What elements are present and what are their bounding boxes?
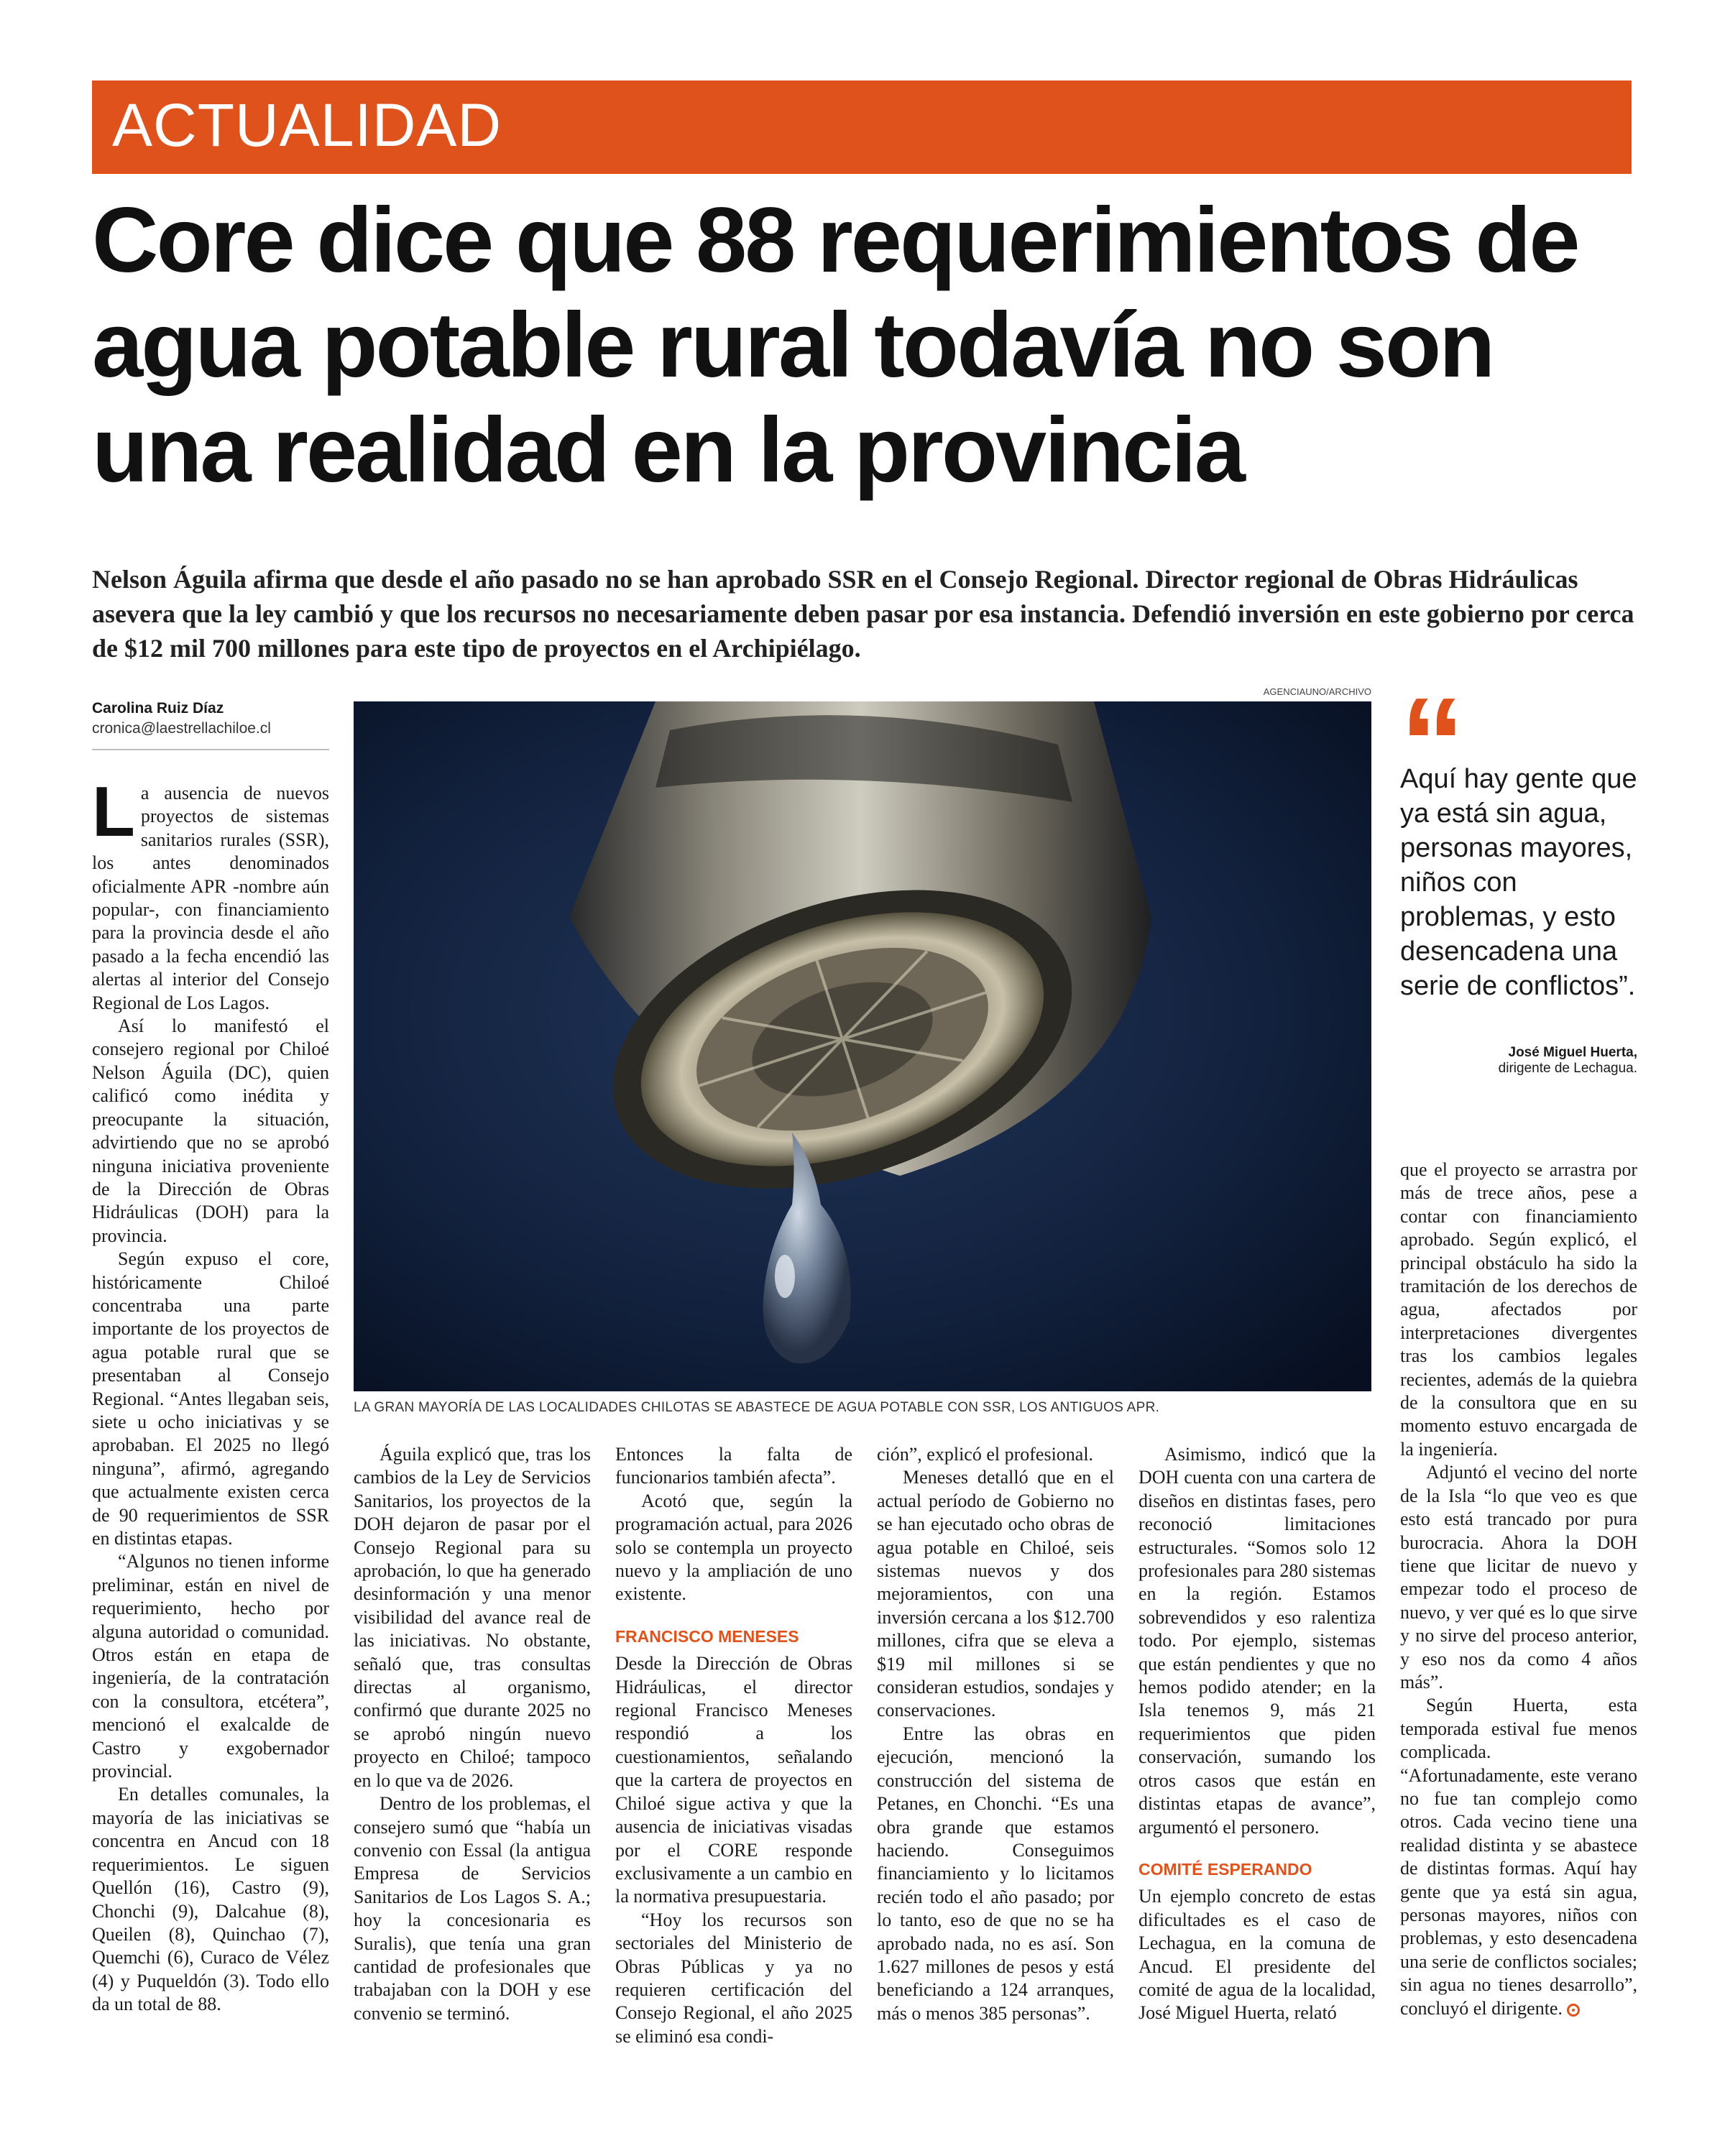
article-paragraph: Meneses detalló que en el actual período de Gobierno no se han ejecutado ocho obras de agua potable en Chiloé, seis sistemas nuevos y dos mejoramientos, con una inversión cercana a los $12.700 millones, cifra que se eleva a $19 mil millones si se consideran estudios, sondajes y conservaciones. [877, 1467, 1114, 1721]
faucet-photo [354, 701, 1371, 1391]
article-paragraph: Adjuntó el vecino del norte de la Isla “lo que veo es que esto está trancado por pura burocracia. Ahora la DOH tiene que licitar de nuevo y empezar todo el proceso de nuevo, y ver qué es lo que sirve y no sirve del proceso anterior, y eso nos da como 4 años más”. [1400, 1462, 1637, 1692]
photo-caption: LA GRAN MAYORÍA DE LAS LOCALIDADES CHILOTAS SE ABASTECE DE AGUA POTABLE CON SSR, LOS ANTIGUOS APR. [354, 1400, 1160, 1415]
article-paragraph: Acotó que, según la programación actual, para 2026 solo se contempla un proyecto nuevo y la ampliación de uno existente. [615, 1490, 852, 1605]
article-paragraph: Según expuso el core, históricamente Chiloé concentraba una parte importante de los proyectos de agua potable rural que se presentaban al Consejo Regional. “Antes llegaban seis, siete u ocho iniciativas y se aprobaban. El 2025 no llegó ninguna”, afirmó, agregando que actualmente existen cerca de 90 requerimientos de SSR en distintas etapas. [92, 1248, 329, 1549]
article-paragraph: Asimismo, indicó que la DOH cuenta con una cartera de diseños en distintas fases, pero reconoció limitaciones estructurales. “Somos solo 12 profesionales para 280 sistemas en la región. Estamos sobrevendidos y eso ralentiza todo. Por ejemplo, sistemas que están pendientes y que no hemos podido atender; en la Isla tenemos 9, más 21 requerimientos que piden conservación, sumando los otros casos que están en distintas etapas de avance”, argumentó el personero. [1138, 1444, 1376, 1838]
drop-cap: L [92, 772, 135, 851]
article-paragraph: Entre las obras en ejecución, mencionó la construcción del sistema de Petanes, en Chonchi. “Es una obra grande que estamos haciendo. Conseguimos financiamiento y lo licitamos recién todo el año pasado; por lo tanto, eso de que no se ha aprobado nada, no es así. Son 1.627 millones de pesos y está beneficiando a 124 arranques, más o menos 385 personas”. [877, 1723, 1114, 2024]
photo-credit: AGENCIAUNO/ARCHIVO [1263, 686, 1371, 697]
article-column-3 [615, 1443, 852, 2048]
paragraph-text: Según Huerta, esta temporada estival fue menos complicada. “Afortunadamente, este verano no fue tan complejo como otros. Cada vecino tiene una realidad distinta y se abastece de distintas formas. Aquí hay gente que ya está sin agua, personas mayores, niños con problemas, y esto desencadena una serie de conflictos sociales; sin agua no tienes desarrollo”, concluyó el dirigente. [1400, 1695, 1637, 2019]
subhead-francisco-meneses: FRANCISCO MENESES [615, 1626, 799, 1646]
article-paragraph [1400, 1694, 1637, 2020]
quote-mark-icon: “ [1400, 671, 1465, 816]
byline-email: cronica@laestrellachiloe.cl [92, 720, 271, 737]
article-paragraph: ción”, explicó el profesional. [877, 1444, 1094, 1465]
faucet-drip-illustration [354, 701, 1371, 1391]
pull-quote [1400, 671, 1637, 1077]
article-paragraph: que el proyecto se arrastra por más de trece años, pese a contar con financiamiento aprobado. Según explicó, el principal obstáculo ha sido la tramitación de los derechos de agua, afectados por interpretaciones divergentes tras los cambios legales recientes, además de la quiebra de la consultora que en su momento estuvo encargada de la ingeniería. [1400, 1159, 1637, 1460]
quote-role: dirigente de Lechagua. [1498, 1061, 1637, 1076]
article-paragraph: “Algunos no tienen informe preliminar, están en nivel de requerimiento, hecho por alguna autoridad o comunidad. Otros están en etapa de ingeniería, de la contratación con la consultora, etcétera”, mencionó el exalcalde de Castro y exgobernador provincial. [92, 1551, 329, 1782]
deck-summary: Nelson Águila afirma que desde el año pasado no se han aprobado SSR en el Consejo Regional. Director regional de Obras Hidráulicas asevera que la ley cambió y que los recursos no necesariamente deben pasar por esa instancia. Defendió inversión en este gobierno por cerca de $12 mil 700 millones para este tipo de proyectos en el Archipiélago. [92, 565, 1634, 663]
article-column-2 [354, 1443, 591, 2025]
byline-author: Carolina Ruiz Díaz [92, 700, 224, 717]
article-paragraph: Dentro de los problemas, el consejero sumó que “había un convenio con Essal (la antigua Empresa de Servicios Sanitarios de Los Lagos S. A.; hoy la concesionaria es Suralis), que tenía una gran cantidad de profesionales que trabajaban con la DOH y ese convenio se terminó. [354, 1793, 591, 2024]
article-paragraph: Un ejemplo concreto de estas dificultades es el caso de Lechagua, en la comuna de Ancud. El presidente del comité de agua de la localidad, José Miguel Huerta, relató [1138, 1886, 1376, 2024]
article-paragraph: Águila explicó que, tras los cambios de la Ley de Servicios Sanitarios, los proyectos de la DOH dejaron de pasar por el Consejo Regional para su aprobación, lo que ha generado desinformación y una menor visibilidad del avance real de las iniciativas. No obstante, señaló que, tras consultas directas al organismo, confirmó que durante 2025 no se aprobó ningún nuevo proyecto en Chiloé; tampoco en lo que va de 2026. [354, 1444, 591, 1791]
section-label: ACTUALIDAD [112, 91, 502, 159]
article-paragraph [92, 772, 329, 1015]
article-column-5 [1138, 1443, 1376, 2025]
article-column-4 [877, 1443, 1114, 2025]
quote-author: José Miguel Huerta, [1508, 1045, 1637, 1060]
article-paragraph: Desde la Dirección de Obras Hidráulicas, el director regional Francisco Meneses respondió a los cuestionamientos, señalando que la cartera de proyectos en Chiloé sigue activa y que la ausencia de iniciativas visadas por el CORE responde exclusivamente a un cambio en la normativa presupuestaria. [615, 1653, 852, 1907]
quote-text: Aquí hay gente que ya está sin agua, personas mayores, niños con problemas, y esto desencadena una serie de conflictos”. [1400, 764, 1637, 1001]
article-column-1 [92, 772, 329, 2017]
circle-end-icon [1567, 2004, 1580, 2017]
headline: Core dice que 88 requerimientos de agua potable rural todavía no son una realidad en la provincia [92, 189, 1578, 502]
paragraph-text: a ausencia de nuevos proyectos de sistemas sanitarios rurales (SSR), los antes denominados oficialmente APR -nombre aún popular-, con financiamiento para la provincia desde el año pasado a la fecha encendió las alertas al interior del Consejo Regional de Los Lagos. [92, 783, 329, 1013]
article-paragraph: Así lo manifestó el consejero regional por Chiloé Nelson Águila (DC), quien calificó como inédita y preocupante la situación, advirtiendo que no se aprobó ninguna iniciativa proveniente de la Dirección de Obras Hidráulicas (DOH) para la provincia. [92, 1015, 329, 1246]
section-banner [92, 80, 1632, 174]
article-paragraph: “Hoy los recursos son sectoriales del Ministerio de Obras Públicas y ya no requieren certificación del Consejo Regional, el año 2025 se eliminó esa condi- [615, 1909, 852, 2047]
article-paragraph: En detalles comunales, la mayoría de las iniciativas se concentra en Ancud con 18 requerimientos. Le siguen Quellón (16), Castro (9), Chonchi (9), Dalcahue (8), Queilen (8), Quinchao (7), Quemchi (6), Curaco de Vélez (4) y Puqueldón (3). Todo ello da un total de 88. [92, 1784, 329, 2015]
quote-attribution [1400, 1045, 1637, 1077]
article-paragraph: Entonces la falta de funcionarios también afecta”. [615, 1444, 852, 1488]
byline [92, 699, 329, 750]
article-column-6 [1400, 1158, 1637, 2020]
subhead-comite-esperando: COMITÉ ESPERANDO [1138, 1859, 1312, 1879]
